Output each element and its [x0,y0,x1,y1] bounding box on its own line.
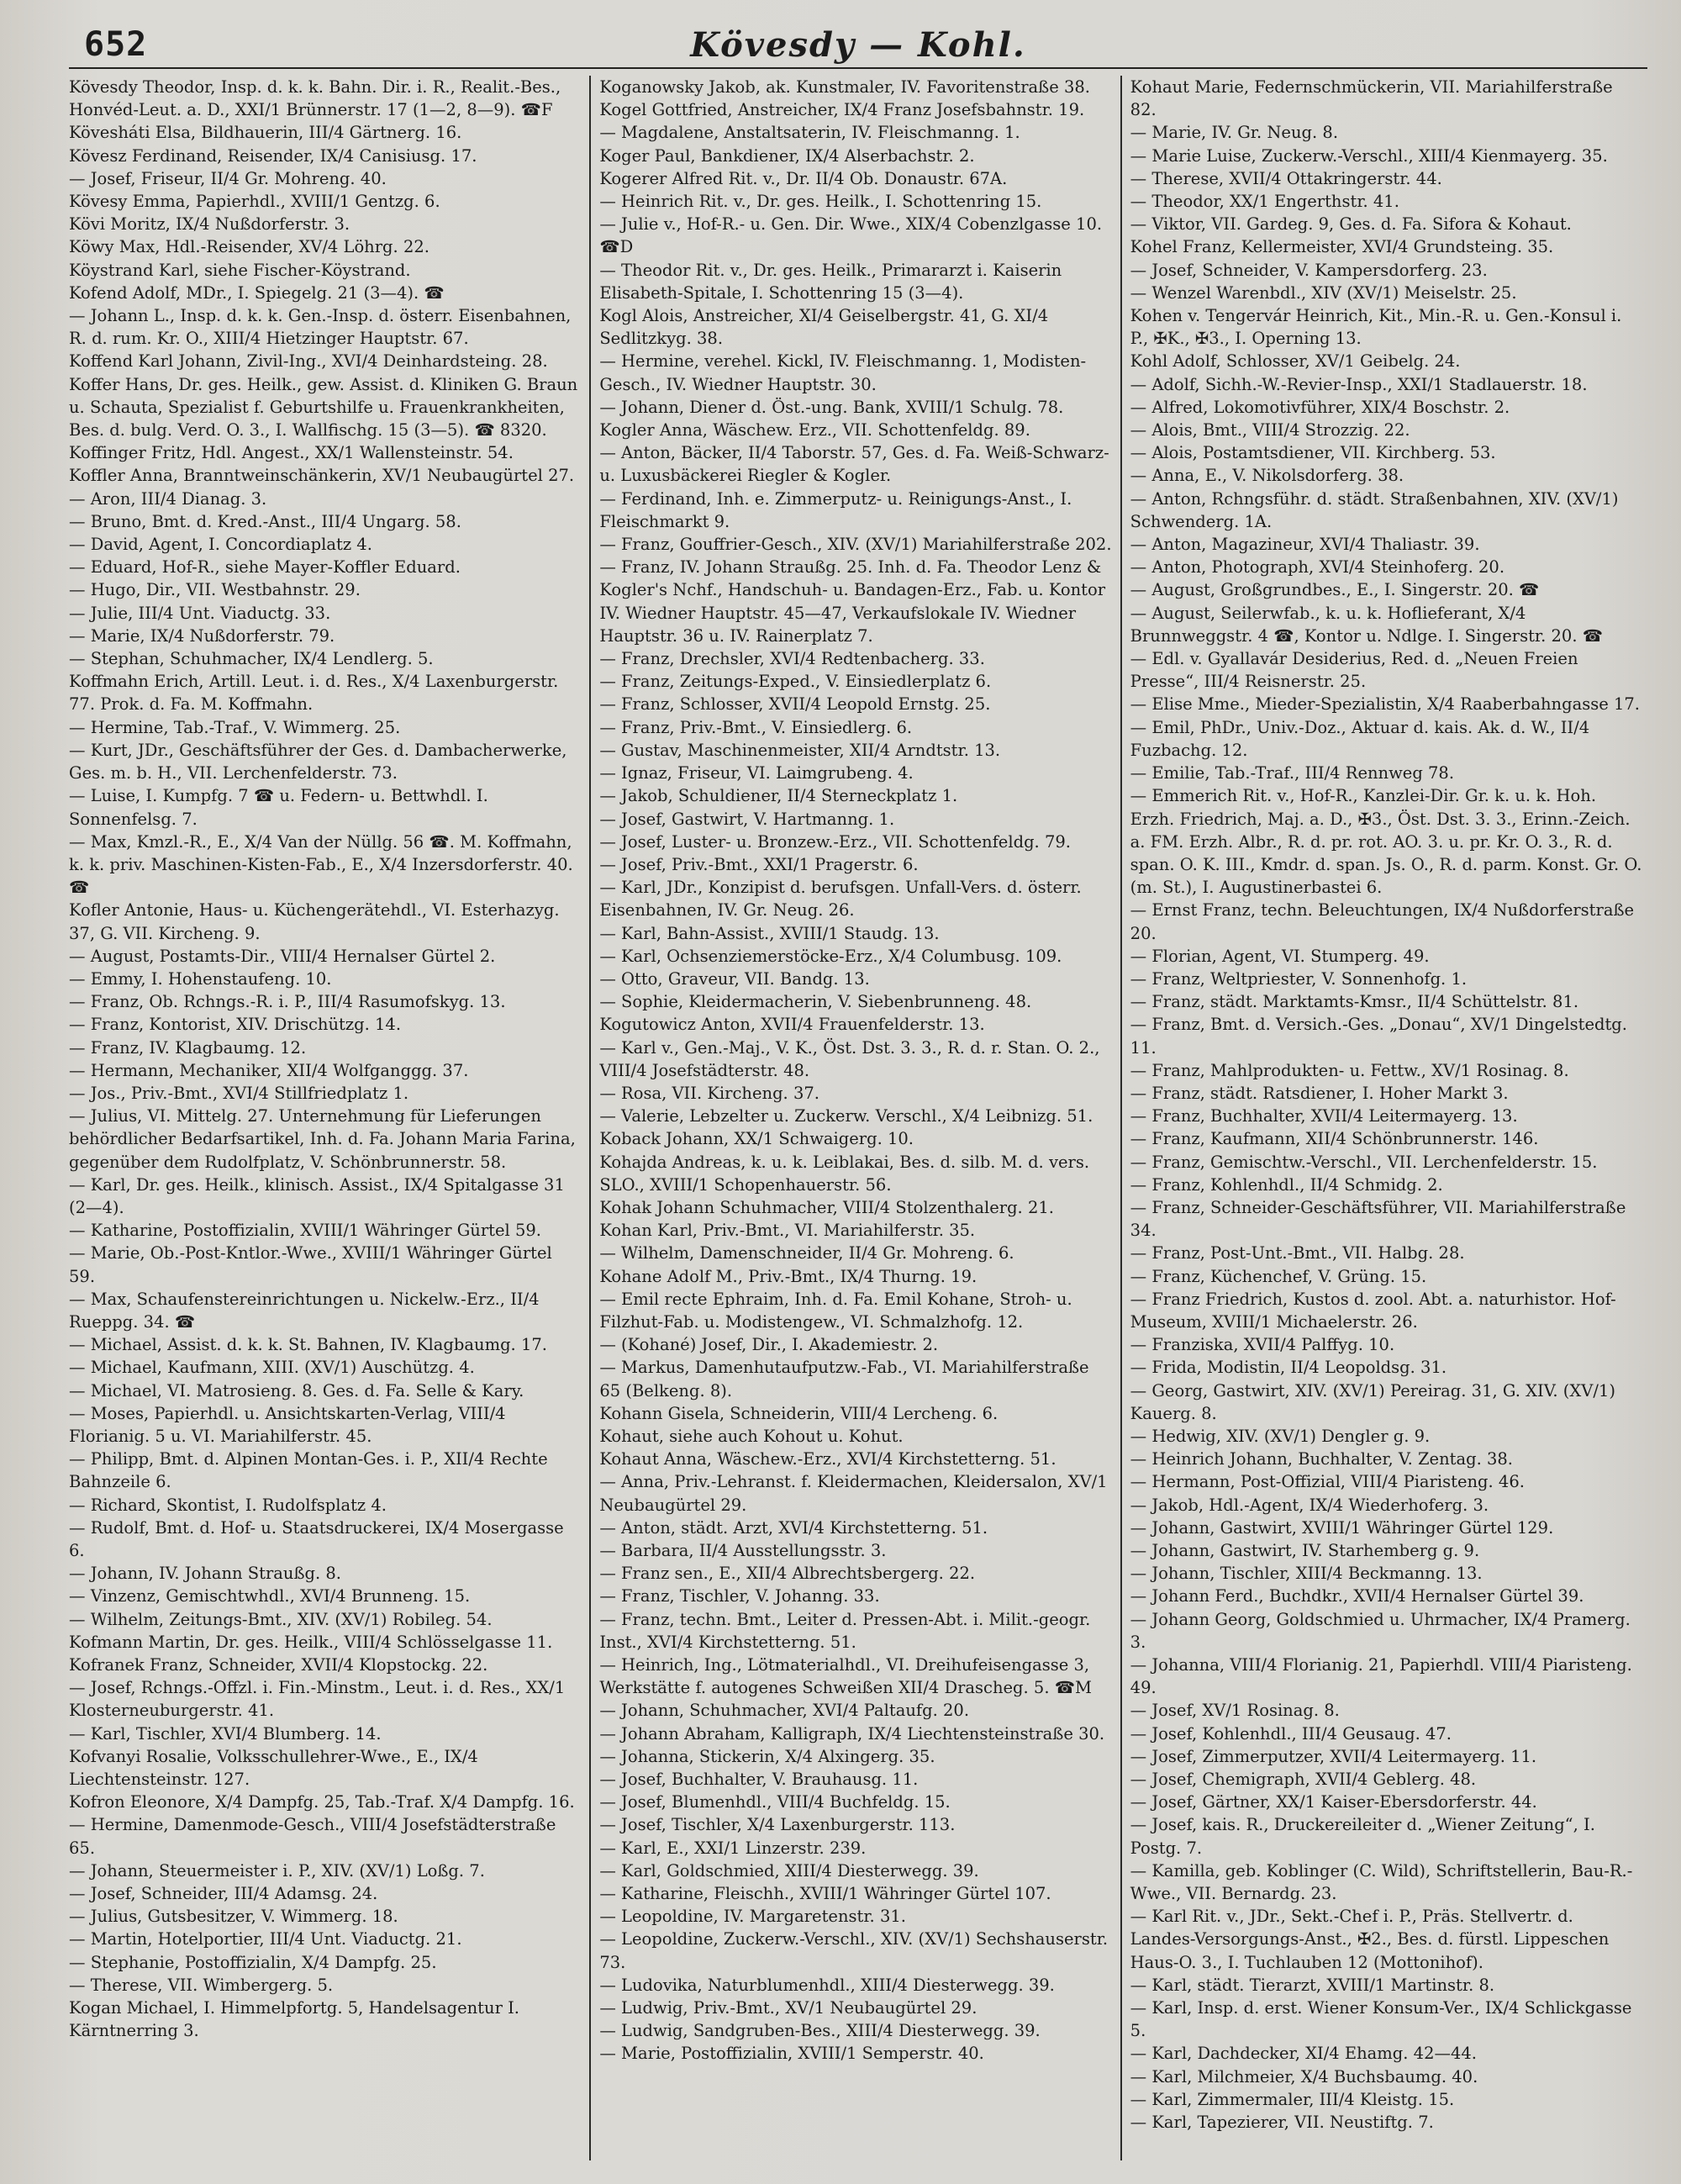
directory-entry: — Edl. v. Gyallavár Desiderius, Red. d. „Neuen Freien Presse“, III/4 Reisnerstr. 25. [1130,649,1578,692]
directory-entry: Kövesy Emma, Papierhdl., XVIII/1 Gentzg. 6. [69,192,440,212]
directory-entry: — Karl, JDr., Konzipist d. berufsgen. Unfall-Vers. d. österr. Eisenbahnen, IV. Gr. Neug. 26. [599,878,1082,921]
directory-entry: — Richard, Skontist, I. Rudolfsplatz 4. [69,1495,387,1515]
directory-entry: Kövesz Ferdinand, Reisender, IX/4 Canisiusg. 17. [69,145,477,166]
directory-entry: Kövesdy Theodor, Insp. d. k. k. Bahn. Dir. i. R., Realit.-Bes., Honvéd-Leut. a. D., XXI/1 Brünnerstr. 17 (1—2, 8—9). ☎F [69,77,561,120]
directory-entry: Kofranek Franz, Schneider, XVII/4 Klopstockg. 22. [69,1655,488,1675]
directory-entry: — Marie, IV. Gr. Neug. 8. [1130,123,1339,143]
directory-entry: Kohaut Marie, Federnschmückerin, VII. Mariahilferstraße 82. [1130,77,1613,120]
directory-entry: — Martin, Hotelportier, III/4 Unt. Viaductg. 21. [69,1929,462,1949]
directory-entry: — Johanna, VIII/4 Florianig. 21, Papierhdl. VIII/4 Piaristeng. 49. [1130,1655,1632,1698]
directory-entry: — Johann L., Insp. d. k. k. Gen.-Insp. d. österr. Eisenbahnen, R. d. rum. Kr. O., XIII/4 Hietzinger Hauptstr. 67. [69,306,572,349]
directory-entry: — Karl, städt. Tierarzt, XVIII/1 Martinstr. 8. [1130,1975,1495,1995]
directory-entry: — Alfred, Lokomotivführer, XIX/4 Boschstr. 2. [1130,397,1510,417]
directory-entry: — Josef, Kohlenhdl., III/4 Geusaug. 47. [1130,1723,1452,1744]
directory-entry: — Hugo, Dir., VII. Westbahnstr. 29. [69,580,361,600]
directory-entry: — Anton, Magazineur, XVI/4 Thaliastr. 39. [1130,535,1480,555]
directory-entry: — Elise Mme., Mieder-Spezialistin, X/4 Raaberbahngasse 17. [1130,694,1640,715]
directory-entry: — Johann Georg, Goldschmied u. Uhrmacher, IX/4 Pramerg. 3. [1130,1609,1631,1652]
directory-entry: — Johanna, Stickerin, X/4 Alxingerg. 35. [599,1746,935,1766]
directory-entry: — Franz, Kohlenhdl., II/4 Schmidg. 2. [1130,1174,1443,1195]
directory-entry: — Ferdinand, Inh. e. Zimmerputz- u. Reinigungs-Anst., I. Fleischmarkt 9. [599,488,1072,531]
directory-entry: Kofron Eleonore, X/4 Dampfg. 25, Tab.-Traf. X/4 Dampfg. 16. [69,1792,575,1812]
directory-entry: — Alois, Bmt., VIII/4 Strozzig. 22. [1130,420,1410,440]
directory-entry: — Franz, Kontorist, XIV. Drischützg. 14. [69,1015,402,1035]
directory-entry: — Wilhelm, Damenschneider, II/4 Gr. Mohreng. 6. [599,1243,1014,1263]
directory-entry: — Wenzel Warenbdl., XIV (XV/1) Meiselstr. 25. [1130,282,1517,303]
directory-entry: — Julius, Gutsbesitzer, V. Wimmerg. 18. [69,1907,398,1927]
directory-entry: — Johann Abraham, Kalligraph, IX/4 Liechtensteinstraße 30. [599,1723,1105,1744]
directory-entry: — Katharine, Postoffizialin, XVIII/1 Währinger Gürtel 59. [69,1221,541,1241]
directory-entry: Koffinger Fritz, Hdl. Angest., XX/1 Wallensteinstr. 54. [69,443,514,463]
directory-entry: — Franz, Gemischtw.-Verschl., VII. Lerchenfelderstr. 15. [1130,1152,1598,1172]
directory-entry: — August, Seilerwfab., k. u. k. Hoflieferant, X/4 Brunnweggstr. 4 ☎, Kontor u. Ndlge. I. Singerstr. 20. ☎ [1130,603,1604,646]
directory-entry: — Bruno, Bmt. d. Kred.-Anst., III/4 Ungarg. 58. [69,511,461,531]
directory-column-middle [589,76,1120,2160]
directory-entry: — Anton, Rchngsführ. d. städt. Straßenbahnen, XIV. (XV/1) Schwenderg. 1A. [1130,488,1619,531]
directory-entry: — Karl Rit. v., JDr., Sekt.-Chef i. P., Präs. Stellvertr. d. Landes-Versorgungs-Anst., ✠2., Bes. d. fürstl. Lippeschen Haus-O. 3., I. Tuchlauben 12 (Mottonihof). [1130,1907,1610,1972]
directory-entry: — Franz, Küchenchef, V. Grüng. 15. [1130,1266,1427,1286]
directory-entry: — Heinrich Johann, Buchhalter, V. Zentag. 38. [1130,1449,1514,1469]
directory-entry: — Franziska, XVII/4 Palffyg. 10. [1130,1335,1395,1355]
directory-entry: — Julie v., Hof-R.- u. Gen. Dir. Wwe., XIX/4 Cobenzlgasse 10. ☎D [599,214,1103,257]
directory-entry: — Emmy, I. Hohenstaufeng. 10. [69,968,332,989]
directory-entry: — Therese, XVII/4 Ottakringerstr. 44. [1130,168,1442,188]
directory-entry: — Sophie, Kleidermacherin, V. Siebenbrunneng. 48. [599,992,1032,1012]
directory-entry: Koffler Anna, Branntweinschänkerin, XV/1 Neubaugürtel 27. [69,466,575,486]
directory-entry: — Franz, Schlosser, XVII/4 Leopold Ernstg. 25. [599,694,991,715]
directory-entry: — Karl, Milchmeier, X/4 Buchsbaumg. 40. [1130,2066,1478,2086]
directory-entry: — Johann, Tischler, XIII/4 Beckmanng. 13. [1130,1564,1483,1584]
directory-entry: — Marie, Ob.-Post-Kntlor.-Wwe., XVIII/1 Währinger Gürtel 59. [69,1243,552,1286]
directory-entry: Köwy Max, Hdl.-Reisender, XV/4 Löhrg. 22. [69,237,429,257]
directory-entry: — Karl, Bahn-Assist., XVIII/1 Staudg. 13. [599,923,940,943]
directory-entry: Kogler Anna, Wäschew. Erz., VII. Schottenfeldg. 89. [599,420,1030,440]
directory-entry: — Franz, Ob. Rchngs.-R. i. P., III/4 Rasumofskyg. 13. [69,992,506,1012]
directory-entry: — Valerie, Lebzelter u. Zuckerw. Verschl., X/4 Leibnizg. 51. [599,1106,1093,1126]
directory-entry: Kohen v. Tengervár Heinrich, Kit., Min.-R. u. Gen.-Konsul i. P., ✠K., ✠3., I. Operning 13. [1130,306,1622,349]
directory-entry: — Georg, Gastwirt, XIV. (XV/1) Pereirag. 31, G. XIV. (XV/1) Kauerg. 8. [1130,1380,1615,1423]
directory-entry: — Josef, Friseur, II/4 Gr. Mohreng. 40. [69,168,387,188]
directory-entry: — Josef, Schneider, III/4 Adamsg. 24. [69,1884,378,1904]
directory-entry: Kohann Gisela, Schneiderin, VIII/4 Lercheng. 6. [599,1403,999,1423]
directory-entry: — Julie, III/4 Unt. Viaductg. 33. [69,603,331,623]
directory-entry: Koffmahn Erich, Artill. Leut. i. d. Res., X/4 Laxenburgerstr. 77. Prok. d. Fa. M. Koffmahn. [69,672,559,715]
directory-entry: — Karl, Tapezierer, VII. Neustiftg. 7. [1130,2113,1434,2133]
directory-entry: — Rosa, VII. Kircheng. 37. [599,1083,819,1103]
directory-entry: — Josef, Gärtner, XX/1 Kaiser-Ebersdorferstr. 44. [1130,1792,1537,1812]
directory-entry: Kövi Moritz, IX/4 Nußdorferstr. 3. [69,214,350,235]
directory-entry: — Franz, Priv.-Bmt., V. Einsiedlerg. 6. [599,717,913,737]
directory-entry: — Michael, Kaufmann, XIII. (XV/1) Auschützg. 4. [69,1358,475,1378]
directory-entry: — Alois, Postamtsdiener, VII. Kirchberg. 53. [1130,443,1496,463]
directory-entry: — Franz, Gouffrier-Gesch., XIV. (XV/1) Mariahilferstraße 202. [599,535,1112,555]
directory-entry: Kohel Franz, Kellermeister, XVI/4 Grundsteing. 35. [1130,237,1554,257]
directory-entry: Koffer Hans, Dr. ges. Heilk., gew. Assist. d. Kliniken G. Braun u. Schauta, Spezialist f. Geburtshilfe u. Frauenkrankheiten, Bes. d. bulg. Verd. O. 3., I. Wallfischg. 15 (3—5). ☎ 8320. [69,374,578,440]
directory-entry: — Johann, IV. Johann Straußg. 8. [69,1564,341,1584]
directory-entry: Kohane Adolf M., Priv.-Bmt., IX/4 Thurng. 19. [599,1266,978,1286]
directory-entry: — Michael, VI. Matrosieng. 8. Ges. d. Fa. Selle & Kary. [69,1380,524,1401]
directory-entry: — Franz, Weltpriester, V. Sonnenhofg. 1. [1130,968,1468,989]
directory-entry: — Stephanie, Postoffizialin, X/4 Dampfg. 25. [69,1952,437,1972]
directory-entry: Kohl Adolf, Schlosser, XV/1 Geibelg. 24. [1130,351,1461,372]
directory-entry: — Josef, Zimmerputzer, XVII/4 Leitermayerg. 11. [1130,1746,1537,1766]
directory-entry: — Ignaz, Friseur, VI. Laimgrubeng. 4. [599,763,914,783]
directory-entry: Kofvanyi Rosalie, Volksschullehrer-Wwe., E., IX/4 Liechtensteinstr. 127. [69,1746,478,1790]
directory-entry: — Franz, Bmt. d. Versich.-Ges. „Donau“, XV/1 Dingelstedtg. 11. [1130,1015,1627,1058]
directory-entry: — Josef, Buchhalter, V. Brauhausg. 11. [599,1770,919,1790]
directory-entry: — Marie, IX/4 Nußdorferstr. 79. [69,625,335,646]
directory-entry: — Stephan, Schuhmacher, IX/4 Lendlerg. 5. [69,649,434,669]
directory-entry: — Karl, Insp. d. erst. Wiener Konsum-Ver., IX/4 Schlickgasse 5. [1130,1998,1632,2041]
directory-entry: — Theodor Rit. v., Dr. ges. Heilk., Primararzt i. Kaiserin Elisabeth-Spitale, I. Schottenring 15 (3—4). [599,260,1062,303]
directory-entry: Kogan Michael, I. Himmelpfortg. 5, Handelsagentur I. Kärntnerring 3. [69,1998,519,2041]
directory-entry: — Heinrich, Ing., Lötmaterialhdl., VI. Dreihufeisengasse 3, Werkstätte f. autogenes Schweißen XII/4 Drascheg. 5. ☎M [599,1655,1092,1698]
directory-entry: Köystrand Karl, siehe Fischer-Köystrand. [69,260,411,280]
directory-entry: — Hermann, Post-Offizial, VIII/4 Piaristeng. 46. [1130,1472,1525,1492]
directory-entry: — Gustav, Maschinenmeister, XII/4 Arndtstr. 13. [599,740,1001,760]
directory-entry: — Emil, PhDr., Univ.-Doz., Aktuar d. kais. Ak. d. W., II/4 Fuzbachg. 12. [1130,717,1590,760]
directory-entry: — Josef, Tischler, X/4 Laxenburgerstr. 113. [599,1815,956,1835]
directory-entry: — David, Agent, I. Concordiaplatz 4. [69,535,372,555]
directory-entry: — Franz, Drechsler, XVI/4 Redtenbacherg. 33. [599,649,985,669]
directory-entry: — Franz, Mahlprodukten- u. Fettw., XV/1 Rosinag. 8. [1130,1060,1569,1080]
directory-entry: — Jakob, Schuldiener, II/4 Sterneckplatz 1. [599,786,958,806]
directory-entry: Kogel Gottfried, Anstreicher, IX/4 Franz Josefsbahnstr. 19. [599,100,1085,120]
directory-entry: — Franz, Zeitungs-Exped., V. Einsiedlerplatz 6. [599,672,992,692]
directory-entry: — Wilhelm, Zeitungs-Bmt., XIV. (XV/1) Robileg. 54. [69,1609,493,1629]
directory-entry: — (Kohané) Josef, Dir., I. Akademiestr. 2. [599,1335,939,1355]
directory-entry: — Franz Friedrich, Kustos d. zool. Abt. a. naturhistor. Hof-Museum, XVIII/1 Michaelerstr. 26. [1130,1289,1616,1332]
directory-entry: Kohak Johann Schuhmacher, VIII/4 Stolzenthalerg. 21. [599,1197,1054,1217]
directory-entry: — Hermine, verehel. Kickl, IV. Fleischmanng. 1, Modisten-Gesch., IV. Wiedner Hauptstr. 30. [599,351,1087,394]
directory-entry: — Franz, städt. Ratsdiener, I. Hoher Markt 3. [1130,1083,1509,1103]
directory-entry: — Theodor, XX/1 Engerthstr. 41. [1130,192,1399,212]
directory-entry: Koback Johann, XX/1 Schwaigerg. 10. [599,1129,914,1149]
directory-entry: — Karl, Tischler, XVI/4 Blumberg. 14. [69,1723,382,1744]
directory-entry: — Anton, Photograph, XVI/4 Steinhoferg. 20. [1130,557,1505,578]
directory-entry: — Philipp, Bmt. d. Alpinen Montan-Ges. i. P., XII/4 Rechte Bahnzeile 6. [69,1449,548,1492]
directory-entry: — Eduard, Hof-R., siehe Mayer-Koffler Eduard. [69,557,461,578]
directory-entry: — Franz, IV. Klagbaumg. 12. [69,1037,307,1058]
directory-entry: — Florian, Agent, VI. Stumperg. 49. [1130,946,1430,966]
directory-entry: Kofmann Martin, Dr. ges. Heilk., VIII/4 Schlösselgasse 11. [69,1632,553,1652]
directory-entry: — Frida, Modistin, II/4 Leopoldsg. 31. [1130,1358,1447,1378]
directory-entry: — Karl, E., XXI/1 Linzerstr. 239. [599,1838,867,1858]
directory-columns [69,76,1651,2160]
directory-entry: — Marie, Postoffizialin, XVIII/1 Semperstr. 40. [599,2044,984,2064]
directory-entry: Kohajda Andreas, k. u. k. Leiblakai, Bes. d. silb. M. d. vers. SLO., XVIII/1 Schopenhauerstr. 56. [599,1152,1090,1195]
directory-entry: — Franz, IV. Johann Straußg. 25. Inh. d. Fa. Theodor Lenz & Kogler's Nchf., Handschuh- u. Bandagen-Erz., Fab. u. Kontor IV. Wiedner Hauptstr. 45—47, Verkaufslokale IV. Wiedner Hauptstr. 36 u. IV. Rainerplatz 7. [599,557,1106,646]
directory-entry: — Franz, Schneider-Geschäftsführer, VII. Mariahilferstraße 34. [1130,1197,1626,1241]
directory-entry: Koganowsky Jakob, ak. Kunstmaler, IV. Favoritenstraße 38. [599,77,1090,97]
directory-entry: — Hermine, Damenmode-Gesch., VIII/4 Josefstädterstraße 65. [69,1815,556,1858]
directory-entry: — Josef, Priv.-Bmt., XXI/1 Pragerstr. 6. [599,854,919,874]
directory-entry: — Kamilla, geb. Koblinger (C. Wild), Schriftstellerin, Bau-R.-Wwe., VII. Bernardg. 23. [1130,1860,1633,1904]
directory-entry: — Heinrich Rit. v., Dr. ges. Heilk., I. Schottenring 15. [599,192,1042,212]
directory-entry: — Johann, Gastwirt, IV. Starhemberg g. 9. [1130,1541,1480,1560]
directory-entry: — Josef, Rchngs.-Offzl. i. Fin.-Minstm., Leut. i. d. Res., XX/1 Klosterneuburgerstr. 41. [69,1678,566,1721]
directory-entry: — Karl, Ochsenziemerstöcke-Erz., X/4 Columbusg. 109. [599,946,1062,966]
directory-entry: — Emilie, Tab.-Traf., III/4 Rennweg 78. [1130,763,1455,783]
directory-entry: — Josef, Gastwirt, V. Hartmanng. 1. [599,809,895,829]
directory-entry: Kofend Adolf, MDr., I. Spiegelg. 21 (3—4). ☎ [69,282,445,303]
directory-entry: — Johann, Schuhmacher, XVI/4 Paltaufg. 20. [599,1701,970,1721]
directory-entry: — Franz, Tischler, V. Johanng. 33. [599,1586,880,1606]
directory-entry: — Josef, Chemigraph, XVII/4 Geblerg. 48. [1130,1770,1477,1790]
directory-entry: — Otto, Graveur, VII. Bandg. 13. [599,968,870,989]
directory-entry: — Max, Schaufenstereinrichtungen u. Nickelw.-Erz., II/4 Rueppg. 34. ☎ [69,1289,540,1332]
directory-entry: — Anton, Bäcker, II/4 Taborstr. 57, Ges. d. Fa. Weiß-Schwarz- u. Luxusbäckerei Riegler & Kogler. [599,443,1109,486]
directory-entry: — Ludovika, Naturblumenhdl., XIII/4 Diesterwegg. 39. [599,1975,1055,1995]
directory-entry: — Franz, Post-Unt.-Bmt., VII. Halbg. 28. [1130,1243,1465,1263]
directory-entry: — Franz, städt. Marktamts-Kmsr., II/4 Schüttelstr. 81. [1130,992,1579,1012]
directory-entry: — Karl, Zimmermaler, III/4 Kleistg. 15. [1130,2089,1455,2109]
directory-entry: — Josef, kais. R., Druckereileiter d. „Wiener Zeitung“, I. Postg. 7. [1130,1815,1595,1858]
directory-column-right [1120,76,1651,2160]
directory-entry: — Josef, Schneider, V. Kampersdorferg. 23. [1130,260,1488,280]
directory-entry: — Viktor, VII. Gardeg. 9, Ges. d. Fa. Sifora & Kohaut. [1130,214,1572,235]
directory-entry: Kövesháti Elsa, Bildhauerin, III/4 Gärtnerg. 16. [69,123,462,143]
directory-entry: — Johann, Diener d. Öst.-ung. Bank, XVIII/1 Schulg. 78. [599,397,1064,417]
directory-entry: — Max, Kmzl.-R., E., X/4 Van der Nüllg. 56 ☎. M. Koffmahn, k. k. priv. Maschinen-Kisten-Fab., E., X/4 Inzersdorferstr. 40. ☎ [69,831,573,898]
directory-entry: — Franz, techn. Bmt., Leiter d. Pressen-Abt. i. Milit.-geogr. Inst., XVI/4 Kirchstetterng. 51. [599,1609,1091,1652]
running-title: Kövesdy — Kohl. [690,25,1026,65]
directory-entry: — Johann, Steuermeister i. P., XIV. (XV/1) Loßg. 7. [69,1860,485,1881]
directory-entry: — Jakob, Hdl.-Agent, IX/4 Wiederhoferg. 3. [1130,1495,1489,1515]
directory-entry: — Hermine, Tab.-Traf., V. Wimmerg. 25. [69,717,401,737]
directory-entry: — Vinzenz, Gemischtwhdl., XVI/4 Brunneng. 15. [69,1586,471,1606]
directory-entry: — Josef, Blumenhdl., VIII/4 Buchfeldg. 15. [599,1792,951,1812]
directory-entry: — Moses, Papierhdl. u. Ansichtskarten-Verlag, VIII/4 Florianig. 5 u. VI. Mariahilferstr. 45. [69,1403,506,1446]
directory-entry: — Hermann, Mechaniker, XII/4 Wolfganggg. 37. [69,1060,469,1080]
directory-entry: — Luise, I. Kumpfg. 7 ☎ u. Federn- u. Bettwhdl. I. Sonnenfelsg. 7. [69,786,488,829]
directory-entry: — Kurt, JDr., Geschäftsführer der Ges. d. Dambacherwerke, Ges. m. b. H., VII. Lerchenfelderstr. 73. [69,740,567,783]
directory-entry: — Jos., Priv.-Bmt., XVI/4 Stillfriedplatz 1. [69,1083,409,1103]
directory-entry: — Ernst Franz, techn. Beleuchtungen, IX/4 Nußdorferstraße 20. [1130,900,1635,943]
directory-entry: — Ludwig, Priv.-Bmt., XV/1 Neubaugürtel 29. [599,1998,978,2018]
directory-entry: — Anna, E., V. Nikolsdorferg. 38. [1130,466,1404,486]
directory-entry: — Barbara, II/4 Ausstellungsstr. 3. [599,1541,887,1560]
directory-entry: Kohaut, siehe auch Kohout u. Kohut. [599,1426,904,1446]
directory-entry: — Karl, Goldschmied, XIII/4 Diesterwegg. 39. [599,1860,979,1881]
directory-entry: — Leopoldine, Zuckerw.-Verschl., XIV. (XV/1) Sechshauserstr. 73. [599,1929,1109,1972]
directory-entry: — Leopoldine, IV. Margaretenstr. 31. [599,1907,906,1927]
directory-entry: — Josef, XV/1 Rosinag. 8. [1130,1701,1340,1721]
directory-entry: — Johann Ferd., Buchdkr., XVII/4 Hernalser Gürtel 39. [1130,1586,1584,1606]
directory-entry: — Johann, Gastwirt, XVIII/1 Währinger Gürtel 129. [1130,1517,1554,1538]
directory-entry: — August, Postamts-Dir., VIII/4 Hernalser Gürtel 2. [69,946,496,966]
directory-entry: — Marie Luise, Zuckerw.-Verschl., XIII/4 Kienmayerg. 35. [1130,145,1608,166]
directory-entry: — Josef, Luster- u. Bronzew.-Erz., VII. Schottenfeldg. 79. [599,831,1071,852]
directory-entry: — Franz, Kaufmann, XII/4 Schönbrunnerstr. 146. [1130,1129,1539,1149]
directory-entry: — Aron, III/4 Dianag. 3. [69,488,267,509]
directory-entry: Kofler Antonie, Haus- u. Küchengerätehdl., VI. Esterhazyg. 37, G. VII. Kircheng. 9. [69,900,560,943]
directory-entry: — Emil recte Ephraim, Inh. d. Fa. Emil Kohane, Stroh- u. Filzhut-Fab. u. Modistengew., VI. Schmalzhofg. 12. [599,1289,1072,1332]
directory-entry: Kogerer Alfred Rit. v., Dr. II/4 Ob. Donaustr. 67A. [599,168,1008,188]
directory-entry: — Karl, Dr. ges. Heilk., klinisch. Assist., IX/4 Spitalgasse 31 (2—4). [69,1174,565,1217]
directory-entry: Kogutowicz Anton, XVII/4 Frauenfelderstr. 13. [599,1015,985,1035]
directory-entry: — Hedwig, XIV. (XV/1) Dengler g. 9. [1130,1426,1431,1446]
directory-entry: — August, Großgrundbes., E., I. Singerstr. 20. ☎ [1130,580,1540,600]
directory-entry: — Karl v., Gen.-Maj., V. K., Öst. Dst. 3. 3., R. d. r. Stan. O. 2., VIII/4 Josefstädterstr. 48. [599,1037,1100,1080]
directory-entry: — Emmerich Rit. v., Hof-R., Kanzlei-Dir. Gr. k. u. k. Hoh. Erzh. Friedrich, Maj. a. D., ✠3., Öst. Dst. 3. 3., Erinn.-Zeich. a. FM. Erzh. Albr., R. d. pr. rot. AO. 3. u. pr. Kr. O. 3., R. d. span. O. K. III., Kmdr. d. span. Js. O., R. d. parm. Konst. Gr. O. (m. St.), I. Augustinerbastei 6. [1130,786,1642,898]
directory-entry: — Anton, städt. Arzt, XVI/4 Kirchstetterng. 51. [599,1517,988,1538]
directory-entry: Koger Paul, Bankdiener, IX/4 Alserbachstr. 2. [599,145,975,166]
directory-entry: Kohaut Anna, Wäschew.-Erz., XVI/4 Kirchstetterng. 51. [599,1449,1057,1469]
directory-entry: — Adolf, Sichh.-W.-Revier-Insp., XXI/1 Stadlauerstr. 18. [1130,374,1588,394]
directory-entry: — Katharine, Fleischh., XVIII/1 Währinger Gürtel 107. [599,1884,1051,1904]
directory-entry: — Michael, Assist. d. k. k. St. Bahnen, IV. Klagbaumg. 17. [69,1335,547,1355]
directory-entry: — Magdalene, Anstaltsaterin, IV. Fleischmanng. 1. [599,123,1020,143]
directory-entry: — Karl, Dachdecker, XI/4 Ehamg. 42—44. [1130,2044,1477,2064]
directory-entry: — Ludwig, Sandgruben-Bes., XIII/4 Diesterwegg. 39. [599,2021,1041,2041]
directory-entry: — Anna, Priv.-Lehranst. f. Kleidermachen, Kleidersalon, XV/1 Neubaugürtel 29. [599,1472,1108,1515]
directory-entry: — Franz, Buchhalter, XVII/4 Leitermayerg. 13. [1130,1106,1518,1126]
directory-entry: — Franz sen., E., XII/4 Albrechtsbergerg. 22. [599,1564,976,1584]
directory-entry: Koffend Karl Johann, Zivil-Ing., XVI/4 Deinhardsteing. 28. [69,351,548,372]
directory-column-left [69,76,589,2160]
directory-entry: — Julius, VI. Mittelg. 27. Unternehmung für Lieferungen behördlicher Bedarfsartikel, Inh. d. Fa. Johann Maria Farina, gegenüber dem Rudolfplatz, V. Schönbrunnerstr. 58. [69,1106,576,1172]
directory-entry: Kogl Alois, Anstreicher, XI/4 Geiselbergstr. 41, G. XI/4 Sedlitzkyg. 38. [599,306,1049,349]
directory-entry: — Rudolf, Bmt. d. Hof- u. Staatsdruckerei, IX/4 Mosergasse 6. [69,1517,564,1560]
directory-entry: — Markus, Damenhutaufputzw.-Fab., VI. Mariahilferstraße 65 (Belkeng. 8). [599,1358,1089,1401]
directory-entry: Kohan Karl, Priv.-Bmt., VI. Mariahilferstr. 35. [599,1221,976,1241]
page-number: 652 [84,25,148,64]
page-header [69,25,1647,69]
directory-entry: — Therese, VII. Wimbergerg. 5. [69,1975,334,1995]
